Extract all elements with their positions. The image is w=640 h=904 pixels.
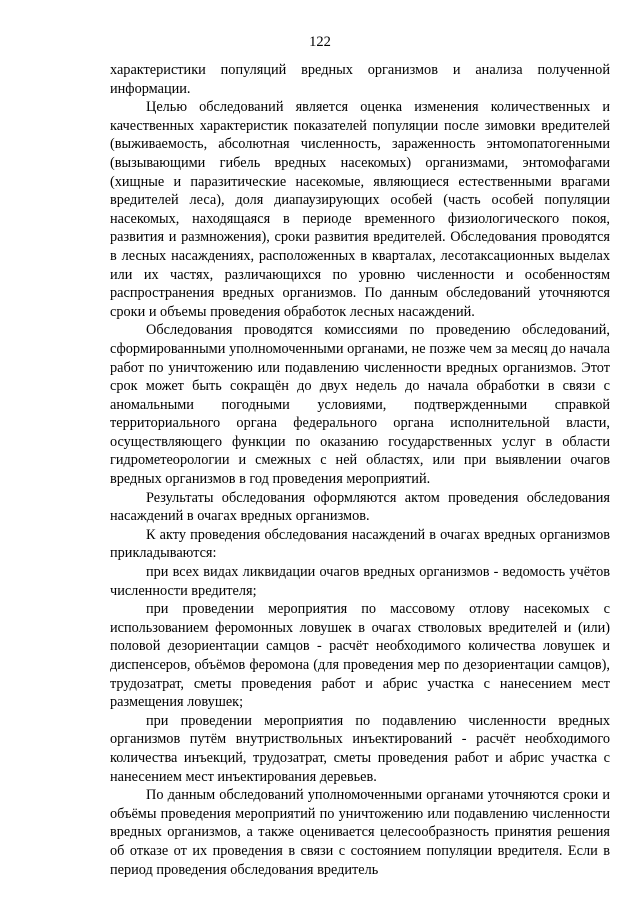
page-number: 122 [309, 34, 331, 50]
paragraph-continuation: характеристики популяций вредных организмов и анализа полученной информации. [110, 62, 610, 97]
list-item-attachment-2: при проведении мероприятия по массовому отлову насекомых с использованием феромонных ловушек в очагах стволовых вредителей и (или) половой дезориентации самцов - расчёт необходимого количества ловушек и диспенсеров, объёмов феромона (для проведения мер по дезориентации самцов), трудозатрат, сметы проведения работ и абрис участка с нанесением мест размещения ловушек; [110, 601, 610, 711]
document-body [110, 61, 610, 879]
paragraph-attachments-intro: К акту проведения обследования насаждений в очагах вредных организмов прикладываются: [110, 526, 610, 562]
paragraph-survey-data-usage: По данным обследований уполномоченными органами уточняются сроки и объёмы проведения мероприятий по уничтожению или подавлению численности вредных организмов, а также оценивается целесообразность принятия решения об отказе от их проведения в связи с состоянием популяции вредителя. Если в период проведения обследования вредитель [110, 787, 610, 878]
paragraph-survey-purpose: Целью обследований является оценка изменения количественных и качественных характеристик показателей популяции после зимовки вредителей (выживаемость, абсолютная численность, зараженность энтомопатогенными (вызывающими гибель вредных насекомых) организмами, энтомофагами (хищные и паразитические насекомые, являющиеся естественными врагами вредителей леса), доля диапаузирующих особей (часть особей популяции насекомых, находящаяся в периоде временного физиологического покоя, развития и размножения), сроки развития вредителей. Обследования проводятся в лесных насаждениях, расположенных в кварталах, лесотаксационных выделах или их частях, различающихся по уровню численности и особенностям распространения вредных организмов. По данным обследований уточняются сроки и объемы проведения обработок лесных насаждений. [110, 99, 610, 320]
list-item-attachment-1: при всех видах ликвидации очагов вредных организмов - ведомость учётов численности вредителя; [110, 564, 610, 599]
list-item-attachment-3: при проведении мероприятия по подавлению численности вредных организмов путём внутриствольных инъектирований - расчёт необходимого количества инъекций, трудозатрат, сметы проведения работ и абрис участка с нанесением мест инъектирования деревьев. [110, 712, 610, 785]
paragraph-survey-results: Результаты обследования оформляются актом проведения обследования насаждений в очагах вредных организмов. [110, 489, 610, 525]
paragraph-survey-commissions: Обследования проводятся комиссиями по проведению обследований, сформированными уполномоченными органами, не позже чем за месяц до начала работ по уничтожению или подавлению численности вредных организмов. Этот срок может быть сокращён до двух недель до начала обработки в связи с аномальными погодными условиями, подтвержденными справкой территориального органа федерального органа исполнительной власти, осуществляющего функции по оказанию государственных услуг в области гидрометеорологии и смежных с ней областях, или при выявлении очагов вредных организмов в год проведения мероприятий. [110, 322, 610, 488]
